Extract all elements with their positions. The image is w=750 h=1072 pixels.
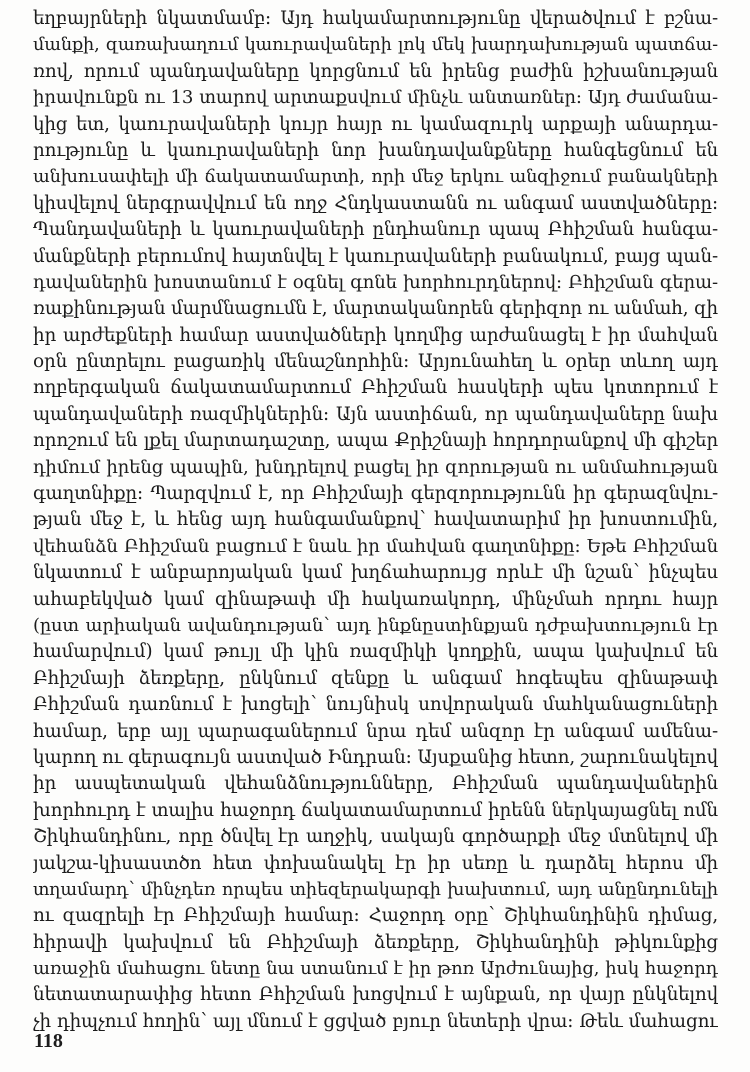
text-line: տղամարդ՝ մինչդեռ որպես տիեզերակարգի խախտում, այդ անընդունելի	[33, 879, 718, 900]
text-line: դավաներին խոստանում է օգնել գոնե խորհուրդներով: Բհիշման գերա-	[33, 271, 718, 293]
text-line: համարվում) կամ թույլ մի կին ռազմիկի կողքին, ապա կախվում են	[33, 641, 718, 663]
text-line: թյան մեջ է, և հենց այդ հանգամանքով՝ հավատարիմ իր խոստումին,	[33, 509, 718, 531]
text-line: չի դիպչում հողին՝ այլ մնում է ցցված բյուր նետերի վրա: Թեև մահացու	[33, 1010, 718, 1032]
text-line: գաղտնիքը: Պարզվում է, որ Բհիշմայի գերզորությունն իր գերազնվու-	[33, 483, 718, 505]
text-line: նետատարափից հետո Բհիշման խոցվում է այնքան, որ վայր ընկնելով	[33, 984, 718, 1006]
text-line: իր արժեքների համար աստվածների կողմից արժանացել է իր մահվան	[33, 324, 718, 346]
text-line: յակշա-կիսաստծո հետ փոխանակել էր իր սեռը և դարձել հերոս մի	[33, 852, 718, 874]
text-line: հիրավի կախվում են Բհիշմայի ձեռքերը, Շիկհանդինի թիկունքից	[33, 931, 718, 953]
text-line: մանքի, զառախաղում կաուրավաների լոկ մեկ խարդախության պատճա-	[33, 35, 718, 56]
text-line: կից ետ, կաուրավաների կույր հայր ու կամազուրկ արքայի անարդա-	[33, 113, 718, 135]
text-line: վեհանձն Բհիշման բացում է նաև իր մահվան գաղտնիքը: Եթե Բհիշման	[33, 535, 718, 557]
text-line: Շիկհանդինու, որը ծնվել էր աղջիկ, սակայն գործարքի մեջ մտնելով մի	[33, 826, 718, 848]
text-line: մանքների բերումով հայտնվել է կաուրավաների բանակում, բայց պան-	[33, 245, 718, 267]
text-line: Բհիշմայի ձեռքերը, ընկնում զենքը և անգամ հոգեպես զինաթափ	[33, 667, 718, 689]
text-line: եղբայրների նկատմամբ: Այդ հակամարտությունը վերածվում է բշնա-	[33, 8, 718, 29]
text-line: համար, երբ այլ պարագաներում նրա դեմ անզոր էր անգամ ամենա-	[33, 720, 718, 742]
text-line: (ըստ արիական ավանդության՝ այդ ինքնըստինքյան դժբախտություն էր	[33, 614, 718, 636]
text-line: օրն ընտրելու բացառիկ մենաշնորհին: Արյունահեղ և օրեր տևող այդ	[33, 351, 718, 373]
text-line: ու զազրելի էր Բհիշմայի համար: Հաջորդ օրը՝ Շիկհանդինին դիմաց,	[33, 905, 718, 927]
text-line: րությունը և կաուրավաների նոր խանդավանքները հանգեցնում են	[33, 139, 718, 161]
text-line: ողբերգական ճակատամարտում Բհիշման հասկերի պես կոտորում է	[33, 377, 718, 399]
text-line: կիսվելով ներգրավվում են ողջ Հնդկաստանն ու անգամ աստվածները:	[33, 192, 718, 214]
text-line: նկատում է անբարոյական կամ խղճահարույց որևէ մի նշան՝ ինչպես	[33, 562, 718, 584]
text-line: պանդավաների ռազմիկներին: Այն աստիճան, որ պանդավաները նախ	[33, 403, 718, 425]
text-line: անխուսափելի մի ճակատամարտի, որի մեջ երկու անզիջում բանակների	[33, 167, 718, 188]
text-line: որոշում են լքել մարտադաշտը, ապա Քրիշնայի հորդորանքով մի գիշեր	[33, 430, 718, 452]
body-text	[33, 6, 718, 1035]
text-line: խորհուրդ է տալիս հաջորդ ճակատամարտում իրենն ներկայացնել ոմն	[33, 799, 718, 821]
text-line: դիմում իրենց պապին, խնդրելով բացել իր զորության ու անմահության	[33, 456, 718, 478]
text-line: իրավունքն ու 13 տարով արտաքսվում մինչև անտառներ: Այդ ժամանա-	[33, 87, 718, 109]
text-line: ահաբեկված կամ զինաթափ մի հակառակորդ, մինչմահ որդու հայր	[33, 588, 718, 610]
text-line: իր ասպետական վեհանձնությունները, Բհիշման պանդավաներին	[33, 773, 718, 795]
text-line: ռով, որում պանդավաները կորցնում են իրենց բաժին իշխանության	[33, 60, 718, 82]
text-line: առաջին մահացու նետը նա ստանում է իր թոռ Արժունայից, իսկ հաջորդ	[33, 958, 718, 980]
text-line: կարող ու գերագույն աստված Ինդրան: Այսքանից հետո, շարունակելով	[33, 746, 718, 768]
page-number: 118	[34, 1030, 63, 1052]
text-line: Բհիշման դառնում է խոցելի՝ նույնիսկ սովորական մահկանացուների	[33, 694, 718, 716]
text-line: ռաքինության մարմնացումն է, մարտականորեն գերիզոր ու անմահ, զի	[33, 298, 718, 320]
text-line: Պանդավաների և կաուրավաների ընդհանուր պապ Բհիշման հանգա-	[33, 219, 718, 241]
